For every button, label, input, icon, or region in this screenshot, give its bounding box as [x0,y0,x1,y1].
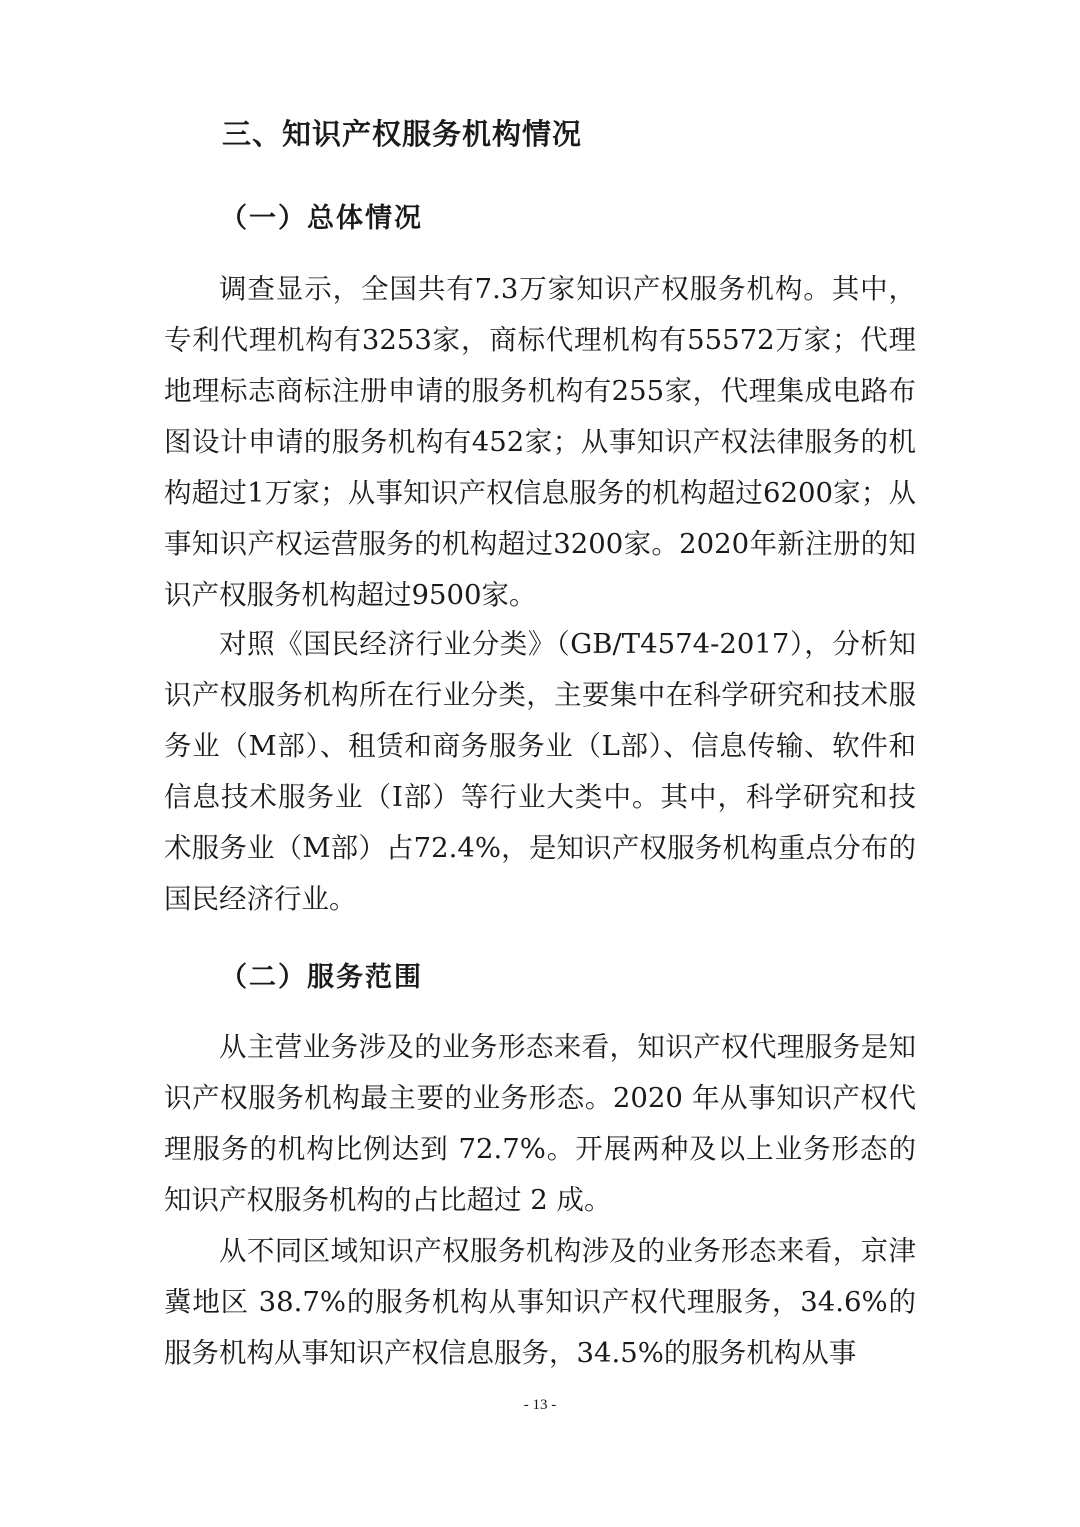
paragraph-overview-counts: 调查显示，全国共有7.3万家知识产权服务机构。其中，专利代理机构有3253家，商标代理机构有55572万家；代理地理标志商标注册申请的服务机构有255家，代理集成电路布图设计申请的服务机构有452家；从事知识产权法律服务的机构超过1万家；从事知识产权信息服务的机构超过6200家；从事知识产权运营服务的机构超过3200家。2020年新注册的知识产权服务机构超过9500家。 [164,273,916,611]
paragraph-regional-business-forms: 从不同区域知识产权服务机构涉及的业务形态来看，京津冀地区 38.7%的服务机构从事知识产权代理服务，34.6%的服务机构从事知识产权信息服务，34.5%的服务机构从事 [164,1235,916,1369]
paragraph-business-forms: 从主营业务涉及的业务形态来看，知识产权代理服务是知识产权服务机构最主要的业务形态。2020 年从事知识产权代理服务的机构比例达到 72.7%。开展两种及以上业务形态的知识产权服务机构的占比超过 2 成。 [164,1031,916,1216]
paragraph-industry-classification: 对照《国民经济行业分类》（GB/T4574-2017），分析知识产权服务机构所在行业分类，主要集中在科学研究和技术服务业（M部）、租赁和商务服务业（L部）、信息传输、软件和信息技术服务业（I部）等行业大类中。其中，科学研究和技术服务业（M部）占72.4%，是知识产权服务机构重点分布的国民经济行业。 [164,628,916,915]
subsection-heading-overview: （一）总体情况 [220,203,423,234]
page-number: - 13 - [523,1397,557,1413]
subsection-heading-service-scope: （二）服务范围 [220,962,423,993]
section-heading: 三、知识产权服务机构情况 [222,117,583,151]
